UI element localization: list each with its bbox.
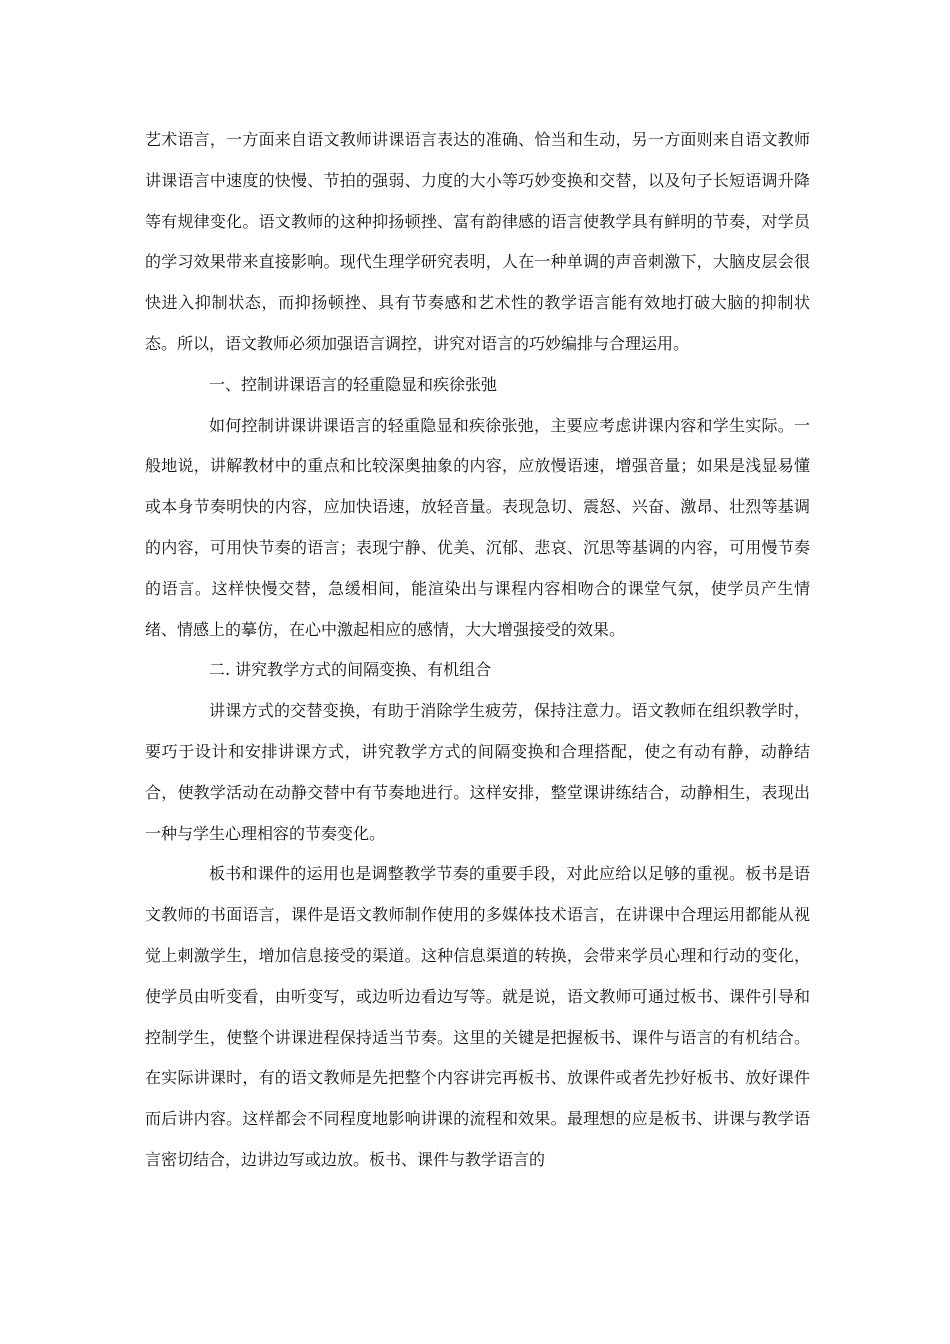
paragraph-section-2a: 讲课方式的交替变换，有助于消除学生疲劳，保持注意力。语文教师在组织教学时，要巧于设计和安排讲课方式，讲究教学方式的间隔变换和合理搭配，使之有动有静，动静结合，使教学活动在动静交替中有节奏地进行。这样安排，整堂课讲练结合，动静相生，表现出一种与学生心理相容的节奏变化。 <box>145 701 810 843</box>
paragraph-section-1: 如何控制讲课讲课语言的轻重隐显和疾徐张弛，主要应考虑讲课内容和学生实际。一般地说，讲解教材中的重点和比较深奥抽象的内容，应放慢语速，增强音量；如果是浅显易懂或本身节奏明快的内容，应加快语速，放轻音量。表现急切、震怒、兴奋、激昂、壮烈等基调的内容，可用快节奏的语言；表现宁静、优美、沉郁、悲哀、沉思等基调的内容，可用慢节奏的语言。这样快慢交替，急缓相间，能渲染出与课程内容相吻合的课堂气氛，使学员产生情绪、情感上的摹仿，在心中激起相应的感情，大大增强接受的效果。 <box>145 415 810 639</box>
document-body <box>145 120 810 1181</box>
paragraph-section-2b: 板书和课件的运用也是调整教学节奏的重要手段，对此应给以足够的重视。板书是语文教师的书面语言，课件是语文教师制作使用的多媒体技术语言，在讲课中合理运用都能从视觉上刺激学生，增加信息接受的渠道。这种信息渠道的转换，会带来学员心理和行动的变化，使学员由听变看，由听变写，或边听边看边写等。就是说，语文教师可通过板书、课件引导和控制学生，使整个讲课进程保持适当节奏。这里的关键是把握板书、课件与语言的有机结合。在实际讲课时，有的语文教师是先把整个内容讲完再板书、放课件或者先抄好板书、放好课件而后讲内容。这样都会不同程度地影响讲课的流程和效果。最理想的应是板书、讲课与教学语言密切结合，边讲边写或边放。板书、课件与教学语言的 <box>145 864 810 1169</box>
section-heading-1: 一、控制讲课语言的轻重隐显和疾徐张弛 <box>209 374 498 394</box>
section-heading-2: 二. 讲究教学方式的间隔变换、有机组合 <box>209 660 492 680</box>
paragraph-intro: 艺术语言，一方面来自语文教师讲课语言表达的准确、恰当和生动，另一方面则来自语文教师讲课语言中速度的快慢、节拍的强弱、力度的大小等巧妙变换和交替，以及句子长短语调升降等有规律变化。语文教师的这种抑扬顿挫、富有韵律感的语言使教学具有鲜明的节奏，对学员的学习效果带来直接影响。现代生理学研究表明，人在一种单调的声音刺激下，大脑皮层会很快进入抑制状态，而抑扬顿挫、具有节奏感和艺术性的教学语言能有效地打破大脑的抑制状态。所以，语文教师必须加强语言调控，讲究对语言的巧妙编排与合理运用。 <box>145 130 810 353</box>
